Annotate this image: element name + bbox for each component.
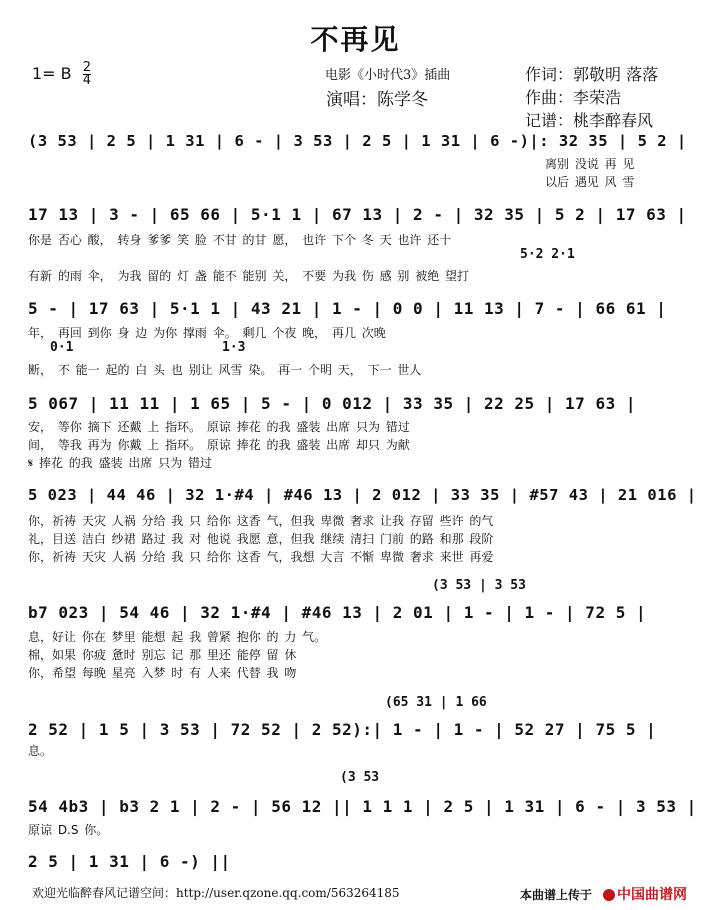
composer: 作曲：李荣浩: [525, 88, 622, 107]
alt-melody-6: (3 53 | 3 53: [432, 578, 526, 593]
lyric-line-5a: 你，祈祷 天灾 人祸 分给 我 只 给你 这香 气，但我 卑微 奢求 让我 存留 些许 的气: [28, 514, 494, 528]
logo-text: 中国曲谱网: [617, 887, 687, 903]
melody-line-2: 17 13 | 3 - | 65 66 | 5·1 1 | 67 13 | 2 - | 32 35 | 5 2 | 17 63 |: [28, 205, 687, 224]
melody-line-8: 54 4b3 | b3 2 1 | 2 - | 56 12 || 1 1 1 | 2 5 | 1 31 | 6 - | 3 53 |: [28, 797, 697, 816]
lyric-line-5c: 你，祈祷 天灾 人祸 分给 我 只 给你 这香 气，我想 大言 不惭 卑微 奢求 来世 再爱: [28, 550, 494, 564]
lyric-line-1a: 离别 没说 再 见: [545, 157, 635, 171]
upload-note: 本曲谱上传于: [520, 888, 593, 902]
lyric-line-7a: 息。: [28, 744, 53, 758]
alt-melody-3a: 0·1: [50, 340, 74, 355]
alt-melody-2: 5·2 2·1: [520, 247, 575, 262]
footer-link[interactable]: 欢迎光临醉春风记谱空间：http://user.qzone.qq.com/563264185: [32, 886, 400, 900]
melody-line-9: 2 5 | 1 31 | 6 -) ||: [28, 852, 231, 871]
melody-line-3: 5 - | 17 63 | 5·1 1 | 43 21 | 1 - | 0 0 | 11 13 | 7 - | 66 61 |: [28, 299, 667, 318]
alt-melody-8: (3 53: [340, 770, 380, 785]
lyric-line-4c: 𝄋 捧花 的我 盛装 出席 只为 错过: [28, 456, 213, 470]
time-sig-top: 2: [82, 60, 92, 75]
singer: 演唱：陈学冬: [326, 90, 428, 110]
lyric-line-6b: 棉，如果 你疲 惫时 别忘 记 那 里还 能停 留 休: [28, 648, 297, 662]
key-label: 1= B: [32, 64, 72, 83]
logo-icon: [603, 889, 615, 901]
subtitle: 电影《小时代3》插曲: [325, 68, 451, 83]
lyric-line-4a: 安， 等你 摘下 还戴 上 指环。 原谅 捧花 的我 盛装 出席 只为 错过: [28, 420, 410, 434]
lyric-line-4b: 间， 等我 再为 你戴 上 指环。 原谅 捧花 的我 盛装 出席 却只 为献: [28, 438, 410, 452]
lyricist: 作词：郭敬明 落落: [525, 65, 659, 84]
melody-line-5: 5 023 | 44 46 | 32 1·#4 | #46 13 | 2 012 | 33 35 | #57 43 | 21 016 |: [28, 486, 697, 504]
melody-line-1: (3 53 | 2 5 | 1 31 | 6 - | 3 53 | 2 5 | 1 31 | 6 -)|: 32 35 | 5 2 |: [28, 132, 687, 150]
transcriber: 记谱：桃李醉春风: [525, 111, 654, 130]
melody-line-6: b7 023 | 54 46 | 32 1·#4 | #46 13 | 2 01 | 1 - | 1 - | 72 5 |: [28, 603, 647, 622]
lyric-line-2a: 你是 否心 酸， 转身 爹爹 笑 脸 不甘 的甘 愿， 也许 下个 冬 天 也许 还十: [28, 233, 452, 247]
lyric-line-2b: 有新 的雨 伞， 为我 留的 灯 盏 能不 能别 关， 不要 为我 伤 感 别 被绝 望打: [28, 269, 470, 283]
melody-line-7: 2 52 | 1 5 | 3 53 | 72 52 | 2 52):| 1 - | 1 - | 52 27 | 75 5 |: [28, 720, 657, 739]
alt-melody-7: (65 31 | 1 66: [385, 695, 487, 710]
key-signature: [32, 62, 91, 87]
lyric-line-3b: 断， 不 能一 起的 白 头 也 别让 风雪 染。 再一 个明 天， 下一 世人: [28, 363, 422, 377]
song-title: 不再见: [310, 23, 401, 56]
lyric-line-8a: 原谅 D.S 你。: [28, 823, 109, 837]
site-logo: [603, 884, 687, 904]
melody-line-4: 5 067 | 11 11 | 1 65 | 5 - | 0 012 | 33 35 | 22 25 | 17 63 |: [28, 394, 636, 413]
time-signature: [83, 62, 91, 87]
lyric-line-6a: 息，好让 你在 梦里 能想 起 我 曾紧 抱你 的 力 气。: [28, 630, 327, 644]
lyric-line-3a: 年， 再回 到你 身 边 为你 撑雨 伞。 剩几 个夜 晚， 再几 次晚: [28, 326, 386, 340]
lyric-line-6c: 你，希望 每晚 星亮 入梦 时 有 人来 代替 我 吻: [28, 666, 297, 680]
lyric-line-5b: 礼，目送 洁白 纱裙 路过 我 对 他说 我愿 意，但我 继续 清扫 门前 的路 和那 段阶: [28, 532, 494, 546]
lyric-line-1b: 以后 遇见 风 雪: [545, 175, 635, 189]
time-sig-bottom: 4: [82, 73, 92, 88]
alt-melody-3b: 1·3: [222, 340, 246, 355]
